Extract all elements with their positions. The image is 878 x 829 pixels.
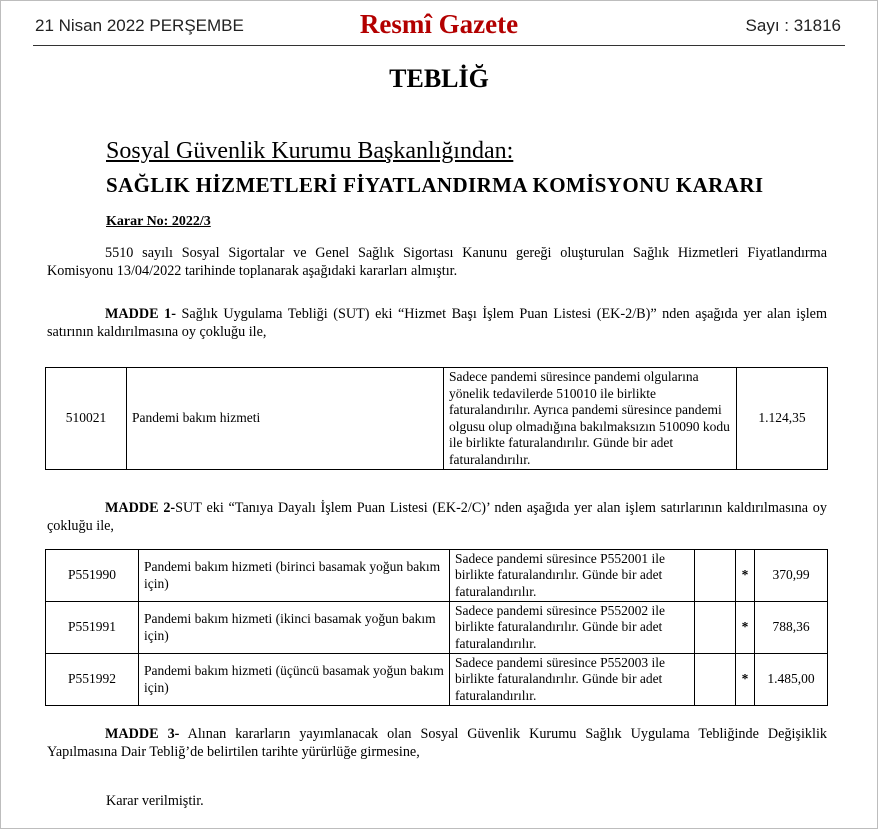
item-mark: *	[736, 654, 755, 706]
decision-title: SAĞLIK HİZMETLERİ FİYATLANDIRMA KOMİSYONU KARARI	[106, 173, 764, 197]
issuing-authority: Sosyal Güvenlik Kurumu Başkanlığından:	[106, 138, 514, 164]
item-code: 510021	[46, 368, 127, 470]
item-price: 788,36	[755, 602, 828, 654]
item-extra	[695, 654, 736, 706]
article-1	[47, 305, 827, 341]
item-code: P551991	[46, 602, 139, 654]
article-3-text: Alınan kararların yayımlanacak olan Sosyal Güvenlik Kurumu Sağlık Uygulama Tebliğinde Değişiklik Yapılmasına Dair Tebliğ’de belirtilen tarihte yürürlüğe girmesine,	[47, 726, 827, 760]
article-2	[47, 499, 827, 535]
table-row	[46, 550, 828, 602]
item-code: P551990	[46, 550, 139, 602]
publication-date: 21 Nisan 2022 PERŞEMBE	[35, 16, 244, 35]
article-2-label: MADDE 2-	[105, 500, 176, 516]
article-1-label: MADDE 1-	[105, 306, 176, 322]
item-extra	[695, 602, 736, 654]
item-price: 1.485,00	[755, 654, 828, 706]
article-3	[47, 725, 827, 761]
item-name: Pandemi bakım hizmeti (birinci basamak yoğun bakım için)	[139, 550, 450, 602]
closing-statement: Karar verilmiştir.	[106, 793, 204, 809]
document-type: TEBLİĞ	[389, 64, 489, 93]
item-name: Pandemi bakım hizmeti	[127, 368, 444, 470]
item-description: Sadece pandemi süresince pandemi olgularına yönelik tedavilerde 510010 ile birlikte faturalandırılır. Ayrıca pandemi süresince pandemi olgusu olup olmadığına bakılmaksızın 510090 kodu ile birlikte faturalandırılır. Günde bir adet faturalandırılır.	[444, 368, 737, 470]
table-row	[46, 654, 828, 706]
gazette-title: Resmî Gazete	[359, 9, 519, 39]
item-name: Pandemi bakım hizmeti (üçüncü basamak yoğun bakım için)	[139, 654, 450, 706]
item-mark: *	[736, 550, 755, 602]
header-divider	[33, 45, 845, 46]
item-code: P551992	[46, 654, 139, 706]
removed-items-table-2	[45, 549, 828, 706]
item-price: 1.124,35	[737, 368, 828, 470]
table-row	[46, 368, 828, 470]
intro-paragraph	[47, 244, 827, 280]
article-2-text: SUT eki “Tanıya Dayalı İşlem Puan Listesi (EK-2/C)’ nden aşağıda yer alan işlem satırlarının kaldırılmasına oy çokluğu ile,	[47, 500, 827, 534]
removed-items-table-1	[45, 367, 828, 470]
item-price: 370,99	[755, 550, 828, 602]
intro-text: 5510 sayılı Sosyal Sigortalar ve Genel Sağlık Sigortası Kanunu gereği oluşturulan Sağlık Hizmetleri Fiyatlandırma Komisyonu 13/04/2022 tarihinde toplanarak aşağıdaki kararları almıştır.	[47, 245, 827, 279]
article-3-label: MADDE 3-	[105, 726, 180, 742]
item-description: Sadece pandemi süresince P552002 ile birlikte faturalandırılır. Günde bir adet faturalandırılır.	[450, 602, 695, 654]
item-description: Sadece pandemi süresince P552003 ile birlikte faturalandırılır. Günde bir adet faturalandırılır.	[450, 654, 695, 706]
issue-number: Sayı : 31816	[745, 16, 841, 35]
item-mark: *	[736, 602, 755, 654]
article-1-text: Sağlık Uygulama Tebliği (SUT) eki “Hizmet Başı İşlem Puan Listesi (EK-2/B)” nden aşağıda yer alan işlem satırının kaldırılmasına oy çokluğu ile,	[47, 306, 827, 340]
table-row	[46, 602, 828, 654]
item-name: Pandemi bakım hizmeti (ikinci basamak yoğun bakım için)	[139, 602, 450, 654]
item-description: Sadece pandemi süresince P552001 ile birlikte faturalandırılır. Günde bir adet faturalandırılır.	[450, 550, 695, 602]
item-extra	[695, 550, 736, 602]
decision-number: Karar No: 2022/3	[106, 214, 211, 229]
